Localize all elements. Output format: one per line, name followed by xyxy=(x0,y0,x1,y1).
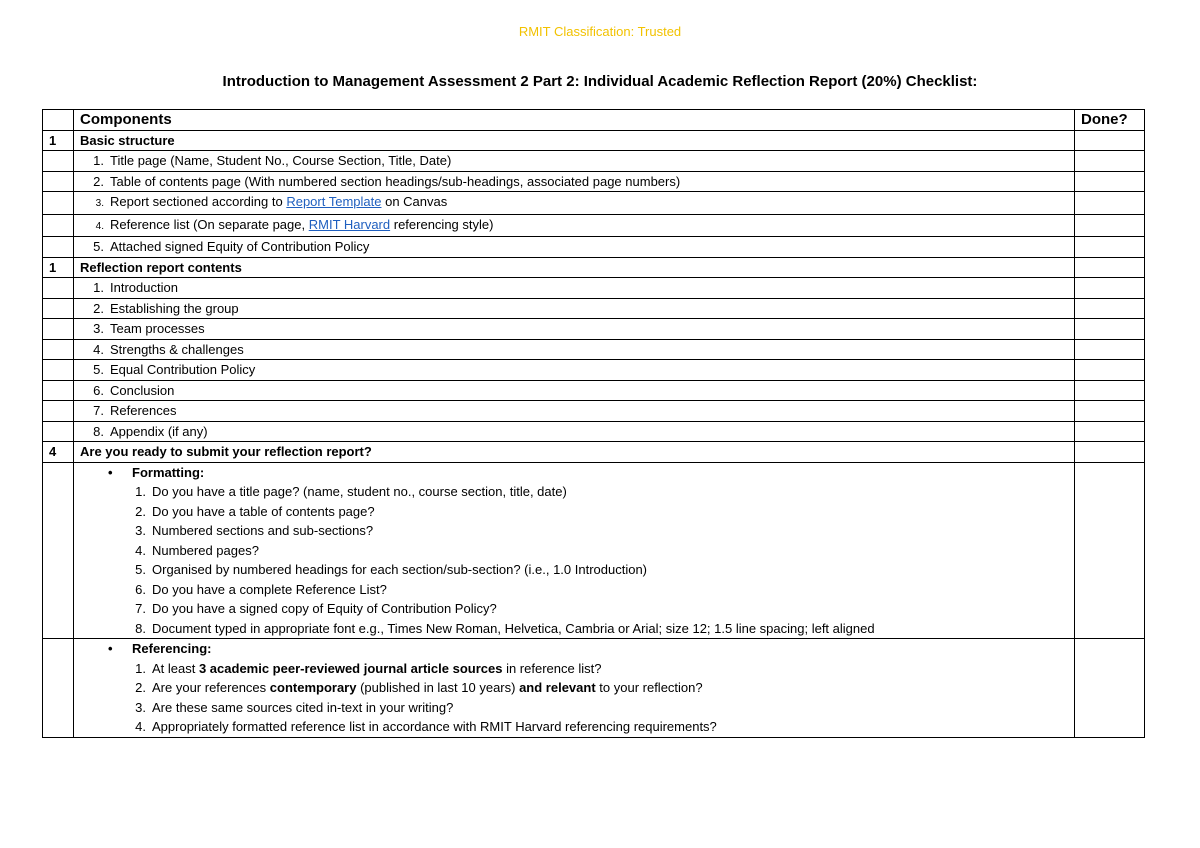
list-item: 3. Numbered sections and sub-sections? xyxy=(135,523,374,538)
checklist-item: 8. Appendix (if any) xyxy=(74,421,1075,442)
done-cell[interactable] xyxy=(1075,130,1145,151)
list-item: 2. Do you have a table of contents page? xyxy=(135,503,375,519)
section-number: 4 xyxy=(43,442,74,463)
list-item: 7. Do you have a signed copy of Equity of Contribution Policy? xyxy=(135,601,497,616)
table-row xyxy=(43,237,1145,258)
checklist-item: 3. Report sectioned according to Report Template on Canvas xyxy=(74,192,1075,215)
table-row xyxy=(43,298,1145,319)
page-title: Introduction to Management Assessment 2 Part 2: Individual Academic Reflection Report (20%) Checklist: xyxy=(222,73,978,90)
checklist-item: 5. Equal Contribution Policy xyxy=(74,360,1075,381)
table-row xyxy=(43,171,1145,192)
checklist-item: 3. Team processes xyxy=(74,319,1075,340)
checklist-item: 5. Attached signed Equity of Contribution Policy xyxy=(74,237,1075,258)
table-row xyxy=(43,401,1145,422)
list-item: 4. Numbered pages? xyxy=(135,542,259,558)
checklist-item: 7. References xyxy=(74,401,1075,422)
checklist-table xyxy=(42,109,1145,738)
table-row xyxy=(43,319,1145,340)
section-number: 1 xyxy=(43,257,74,278)
classification-label: RMIT Classification: Trusted xyxy=(518,24,682,39)
bullet-icon: • xyxy=(108,464,113,480)
formatting-block xyxy=(74,462,1075,639)
referencing-block xyxy=(74,639,1075,738)
section-row xyxy=(43,130,1145,151)
list-item: 5. Organised by numbered headings for each section/sub-section? (i.e., 1.0 Introduction) xyxy=(135,562,648,577)
table-row xyxy=(43,380,1145,401)
done-cell[interactable] xyxy=(1075,171,1145,192)
header-num xyxy=(43,110,74,131)
list-item: 4. Appropriately formatted reference list in accordance with RMIT Harvard referencing requirements? xyxy=(135,719,717,734)
formatting-heading: • Formatting: xyxy=(80,463,1068,483)
list-item: 6. Do you have a complete Reference List? xyxy=(135,581,387,597)
done-cell[interactable] xyxy=(1075,214,1145,237)
done-cell[interactable] xyxy=(1075,237,1145,258)
done-cell[interactable] xyxy=(1075,462,1145,639)
section-label: Basic structure xyxy=(74,130,1075,151)
table-row xyxy=(43,214,1145,237)
checklist-item: 1. Introduction xyxy=(74,278,1075,299)
table-row xyxy=(43,192,1145,215)
table-row xyxy=(43,421,1145,442)
checklist-item: 6. Conclusion xyxy=(74,380,1075,401)
done-cell[interactable] xyxy=(1075,442,1145,463)
checklist-item: 4. Strengths & challenges xyxy=(74,339,1075,360)
done-cell[interactable] xyxy=(1075,401,1145,422)
report-template-link[interactable]: Report Template xyxy=(286,194,382,209)
checklist-item: 2. Table of contents page (With numbered section headings/sub-headings, associated page numbers) xyxy=(74,171,1075,192)
list-item: 8. Document typed in appropriate font e.g., Times New Roman, Helvetica, Cambria or Arial; size 12; 1.5 line spacing; left aligned xyxy=(135,620,875,636)
done-cell[interactable] xyxy=(1075,298,1145,319)
done-cell[interactable] xyxy=(1075,319,1145,340)
list-item: 1. Do you have a title page? (name, student no., course section, title, date) xyxy=(135,484,567,499)
done-cell[interactable] xyxy=(1075,192,1145,215)
table-row xyxy=(43,639,1145,738)
done-cell[interactable] xyxy=(1075,421,1145,442)
checklist-item: 1. Title page (Name, Student No., Course Section, Title, Date) xyxy=(74,151,1075,172)
rmit-harvard-link[interactable]: RMIT Harvard xyxy=(308,216,391,232)
table-row xyxy=(43,151,1145,172)
list-item: 3. Are these same sources cited in-text in your writing? xyxy=(135,699,454,715)
table-row xyxy=(43,339,1145,360)
checklist-item: 2. Establishing the group xyxy=(74,298,1075,319)
list-item: 2. Are your references contemporary (published in last 10 years) and relevant to your reflection? xyxy=(135,680,703,695)
done-cell[interactable] xyxy=(1075,278,1145,299)
done-cell[interactable] xyxy=(1075,360,1145,381)
section-row xyxy=(43,442,1145,463)
section-label: Reflection report contents xyxy=(74,257,1075,278)
table-row xyxy=(43,360,1145,381)
bullet-icon: • xyxy=(108,641,113,656)
header-components: Components xyxy=(74,110,1075,131)
referencing-heading: • Referencing: xyxy=(80,639,1068,659)
table-row xyxy=(43,278,1145,299)
done-cell[interactable] xyxy=(1075,639,1145,738)
list-item: 1. At least 3 academic peer-reviewed journal article sources in reference list? xyxy=(135,660,602,676)
checklist-item: 4. Reference list (On separate page, RMIT Harvard referencing style) xyxy=(74,214,1075,237)
done-cell[interactable] xyxy=(1075,257,1145,278)
section-number: 1 xyxy=(43,130,74,151)
section-row xyxy=(43,257,1145,278)
done-cell[interactable] xyxy=(1075,339,1145,360)
table-row xyxy=(43,462,1145,639)
done-cell[interactable] xyxy=(1075,380,1145,401)
table-header-row xyxy=(43,110,1145,131)
section-label: Are you ready to submit your reflection report? xyxy=(74,442,1075,463)
done-cell[interactable] xyxy=(1075,151,1145,172)
header-done: Done? xyxy=(1075,110,1145,131)
